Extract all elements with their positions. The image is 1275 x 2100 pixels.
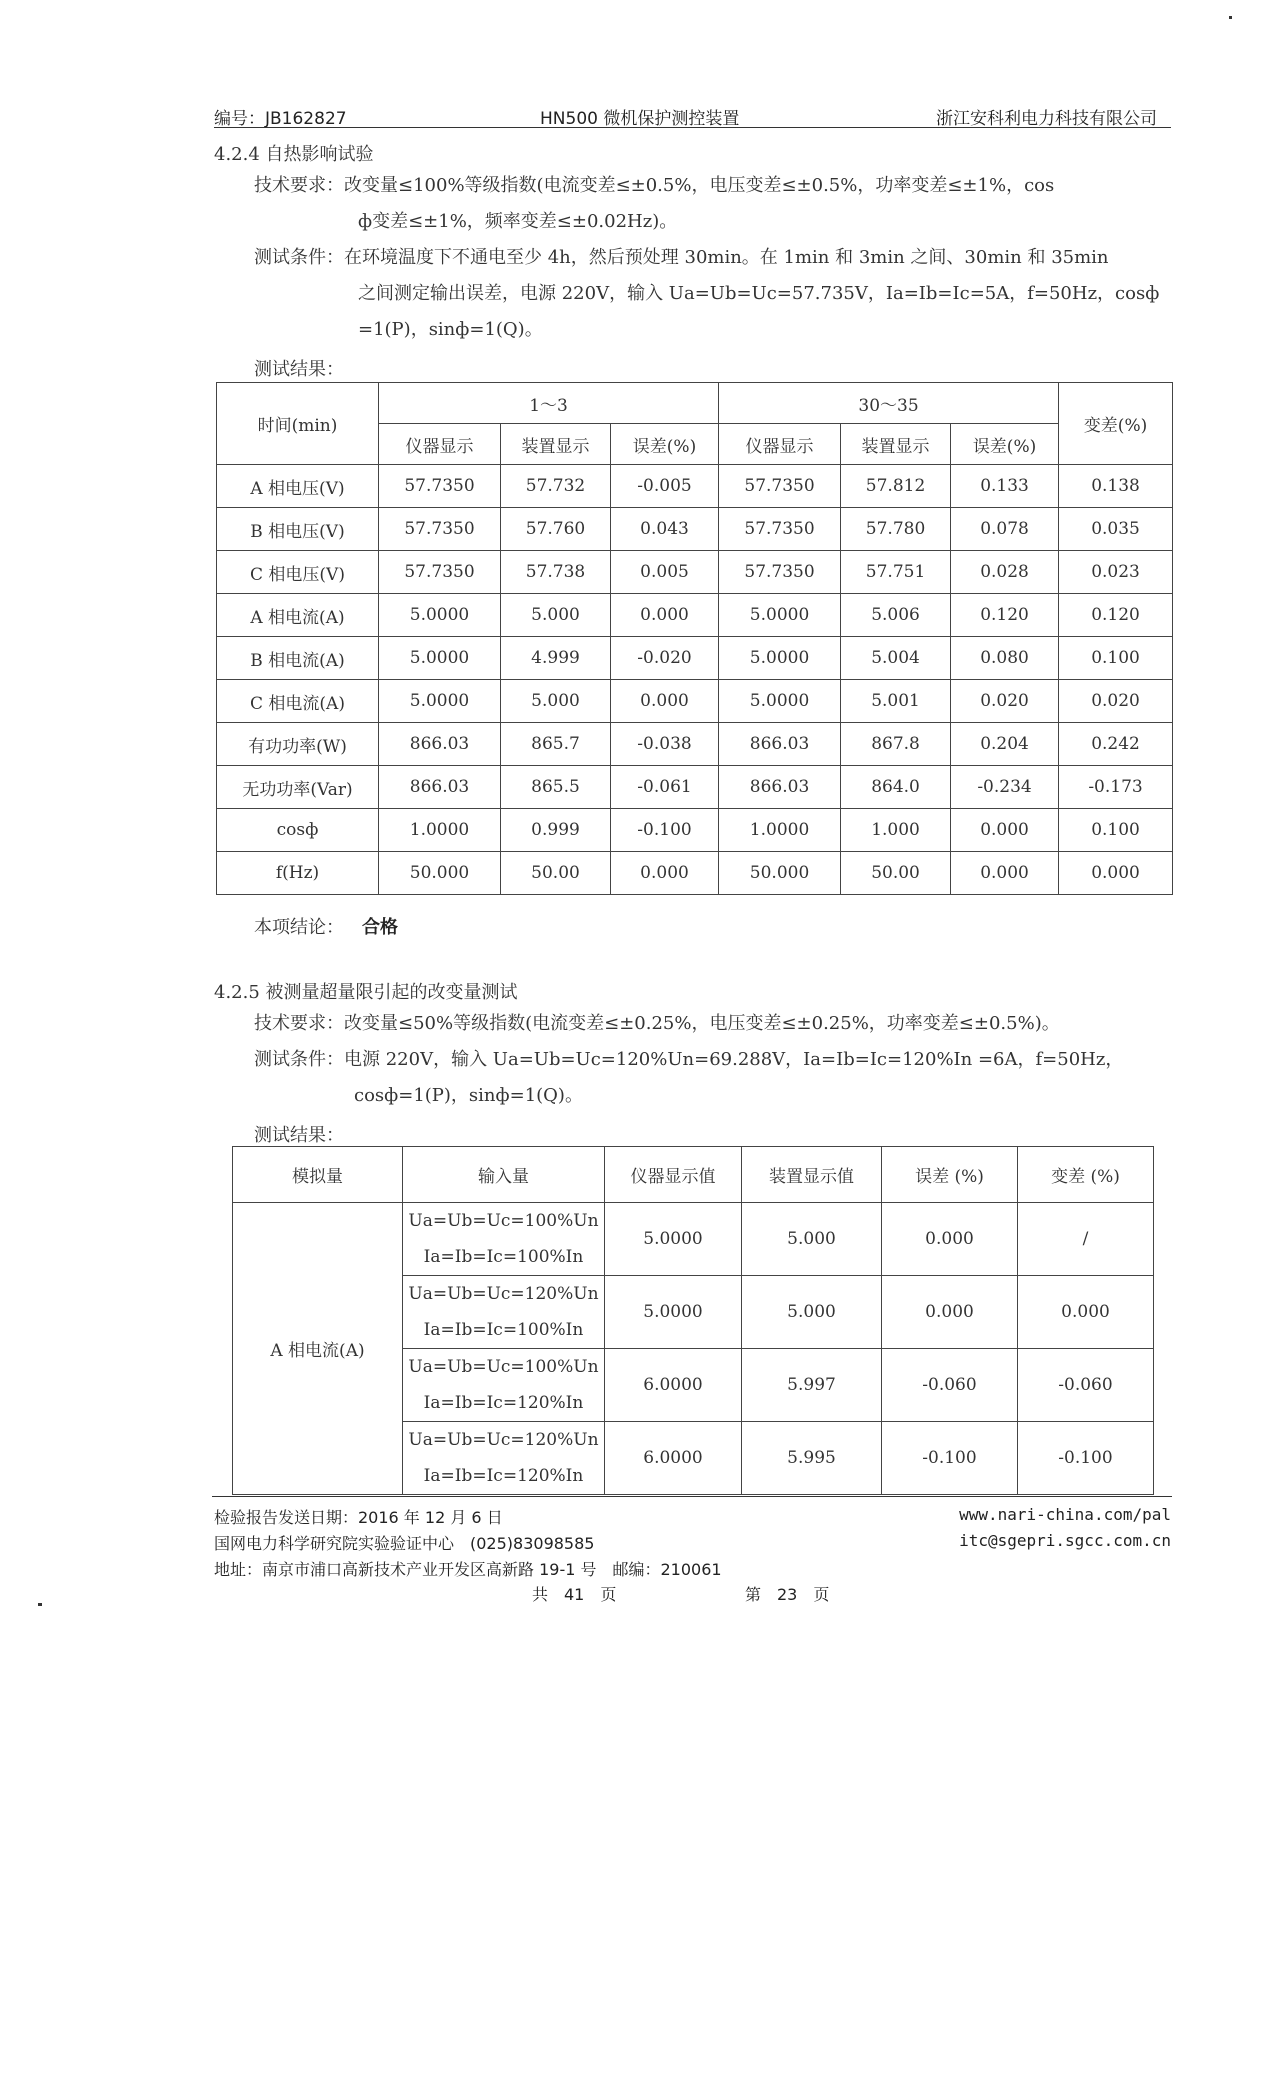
table-cell: 0.120 [951, 594, 1059, 637]
section-4-2-5-title: 4.2.5 被测量超量限引起的改变量测试 [214, 982, 518, 1003]
table-cell: 0.133 [951, 465, 1059, 508]
s424-result-label: 测试结果： [254, 359, 344, 380]
input-line: Ia=Ib=Ic=100%In [423, 1247, 584, 1267]
table-cell: 57.7350 [379, 508, 501, 551]
table-cell: 5.006 [841, 594, 951, 637]
table-cell: 0.080 [951, 637, 1059, 680]
table-cell: 0.000 [611, 852, 719, 895]
table-cell: 0.035 [1059, 508, 1173, 551]
table-row [217, 551, 1173, 594]
sub-header: 误差(%) [611, 424, 719, 465]
table-cell: 0.000 [611, 680, 719, 723]
s425-result-label: 测试结果： [254, 1125, 344, 1146]
group-1-3-header: 1～3 [379, 383, 719, 424]
report-number: 编号：JB162827 [214, 109, 347, 129]
sub-header: 装置显示 [841, 424, 951, 465]
row-label: A 相电流(A) [217, 594, 379, 637]
table-row [217, 680, 1173, 723]
table-cell: 867.8 [841, 723, 951, 766]
variation-header: 变差(%) [1059, 383, 1173, 465]
table-cell: 57.7350 [379, 551, 501, 594]
table-row [217, 508, 1173, 551]
table-cell: -0.061 [611, 766, 719, 809]
table-row [233, 1203, 1154, 1276]
table-row [217, 637, 1173, 680]
table-cell: 0.028 [951, 551, 1059, 594]
column-header: 输入量 [403, 1147, 605, 1203]
input-line: Ua=Ub=Uc=120%Un [408, 1284, 599, 1304]
s425-condition-line-1: 测试条件：电源 220V，输入 Ua=Ub=Uc=120%Un=69.288V，Ia=Ib=Ic=120%In =6A，f=50Hz， [254, 1049, 1124, 1070]
row-label: B 相电压(V) [217, 508, 379, 551]
table-cell: 57.780 [841, 508, 951, 551]
group-30-35-header: 30～35 [719, 383, 1059, 424]
s424-requirement-line-1: 技术要求：改变量≤100%等级指数(电流变差≤±0.5%，电压变差≤±0.5%，功率变差≤±1%，cos [254, 175, 1055, 196]
scan-speck [1229, 16, 1232, 19]
table-cell: 57.751 [841, 551, 951, 594]
table-cell: 0.204 [951, 723, 1059, 766]
table-cell: -0.100 [611, 809, 719, 852]
table-cell: 57.7350 [379, 465, 501, 508]
row-label: B 相电流(A) [217, 637, 379, 680]
input-line: Ua=Ub=Uc=100%Un [408, 1211, 599, 1231]
input-quantity-cell [403, 1422, 605, 1495]
row-label: C 相电压(V) [217, 551, 379, 594]
table-cell: 5.000 [742, 1203, 882, 1276]
input-line: Ua=Ub=Uc=120%Un [408, 1430, 599, 1450]
table-cell: 5.004 [841, 637, 951, 680]
input-quantity-cell [403, 1349, 605, 1422]
table-row [217, 723, 1173, 766]
address: 地址：南京市浦口高新技术产业开发区高新路 19-1 号 邮编：210061 [214, 1560, 722, 1579]
header-rule [214, 127, 1171, 128]
table-cell: 5.0000 [379, 680, 501, 723]
table-cell: 0.120 [1059, 594, 1173, 637]
input-line: Ua=Ub=Uc=100%Un [408, 1357, 599, 1377]
table-cell: 5.0000 [379, 637, 501, 680]
email: itc@sgepri.sgcc.com.cn [959, 1531, 1171, 1550]
table-cell: 6.0000 [605, 1422, 742, 1495]
row-label: cosф [217, 809, 379, 852]
table-cell: 0.020 [951, 680, 1059, 723]
table-row [217, 809, 1173, 852]
table-cell: -0.060 [882, 1349, 1018, 1422]
table-row [217, 852, 1173, 895]
table-cell: 0.023 [1059, 551, 1173, 594]
table-cell: 50.000 [379, 852, 501, 895]
row-label: A 相电压(V) [217, 465, 379, 508]
sub-header: 仪器显示 [719, 424, 841, 465]
table-cell: 57.812 [841, 465, 951, 508]
table-cell: 5.0000 [605, 1276, 742, 1349]
table-cell: 866.03 [719, 766, 841, 809]
input-line: Ia=Ib=Ic=120%In [423, 1466, 584, 1486]
s425-condition-line-2: cosф=1(P)，sinф=1(Q)。 [354, 1085, 583, 1106]
table-cell: -0.020 [611, 637, 719, 680]
table-cell: 5.000 [501, 594, 611, 637]
table-row [217, 594, 1173, 637]
s424-conclusion-value: 合格 [362, 917, 398, 938]
row-label: f(Hz) [217, 852, 379, 895]
send-date: 检验报告发送日期：2016 年 12 月 6 日 [214, 1508, 503, 1527]
footer-rule [212, 1496, 1172, 1497]
table-cell: 5.0000 [719, 680, 841, 723]
analog-quantity-cell: A 相电流(A) [233, 1203, 403, 1495]
table-cell: 0.138 [1059, 465, 1173, 508]
table-cell: 0.000 [951, 852, 1059, 895]
table-cell: -0.173 [1059, 766, 1173, 809]
column-header: 模拟量 [233, 1147, 403, 1203]
table-cell: 1.0000 [719, 809, 841, 852]
table-cell: 5.001 [841, 680, 951, 723]
table-cell: 866.03 [379, 723, 501, 766]
table-cell: 5.0000 [719, 637, 841, 680]
table-cell: 5.0000 [605, 1203, 742, 1276]
company-name: 浙江安科利电力科技有限公司 [936, 109, 1157, 129]
s424-conclusion-label: 本项结论： [254, 917, 344, 938]
table-cell: -0.060 [1018, 1349, 1154, 1422]
column-header: 装置显示值 [742, 1147, 882, 1203]
input-line: Ia=Ib=Ic=100%In [423, 1320, 584, 1340]
input-quantity-cell [403, 1276, 605, 1349]
table-cell: 0.999 [501, 809, 611, 852]
table-cell: 5.0000 [719, 594, 841, 637]
table-cell: 5.995 [742, 1422, 882, 1495]
table-cell: 0.100 [1059, 637, 1173, 680]
table-cell: 1.000 [841, 809, 951, 852]
row-label: C 相电流(A) [217, 680, 379, 723]
table-cell: 0.043 [611, 508, 719, 551]
s424-condition-line-3: =1(P)，sinф=1(Q)。 [358, 319, 543, 340]
over-range-table [232, 1146, 1154, 1495]
table-cell: 57.7350 [719, 508, 841, 551]
table-cell: 864.0 [841, 766, 951, 809]
column-header: 仪器显示值 [605, 1147, 742, 1203]
scan-speck [38, 1603, 42, 1606]
table-cell: 5.000 [501, 680, 611, 723]
page-total: 共 41 页 [532, 1585, 617, 1604]
table-cell: 0.000 [882, 1276, 1018, 1349]
table-cell: 5.997 [742, 1349, 882, 1422]
s424-condition-line-2: 之间测定输出误差，电源 220V，输入 Ua=Ub=Uc=57.735V，Ia=Ib=Ic=5A，f=50Hz，cosф [358, 283, 1160, 304]
table-cell: 57.738 [501, 551, 611, 594]
table-cell: 57.7350 [719, 551, 841, 594]
table-cell: 1.0000 [379, 809, 501, 852]
table-cell: 5.000 [742, 1276, 882, 1349]
table-cell: 50.00 [501, 852, 611, 895]
table-cell: / [1018, 1203, 1154, 1276]
table-cell: 0.078 [951, 508, 1059, 551]
table-cell: 0.000 [611, 594, 719, 637]
input-line: Ia=Ib=Ic=120%In [423, 1393, 584, 1413]
table-cell: 0.000 [882, 1203, 1018, 1276]
institute-contact: 国网电力科学研究院实验验证中心 (025)83098585 [214, 1534, 595, 1553]
section-4-2-4-title: 4.2.4 自热影响试验 [214, 144, 374, 165]
table-cell: 50.00 [841, 852, 951, 895]
s425-requirement: 技术要求：改变量≤50%等级指数(电流变差≤±0.25%，电压变差≤±0.25%，功率变差≤±0.5%)。 [254, 1013, 1060, 1034]
table-cell: 57.7350 [719, 465, 841, 508]
time-header: 时间(min) [217, 383, 379, 465]
table-cell: 0.000 [951, 809, 1059, 852]
column-header: 误差 (%) [882, 1147, 1018, 1203]
table-cell: 865.5 [501, 766, 611, 809]
row-label: 有功功率(W) [217, 723, 379, 766]
s424-condition-line-1: 测试条件：在环境温度下不通电至少 4h，然后预处理 30min。在 1min 和 3min 之间、30min 和 35min [254, 247, 1109, 268]
table-cell: -0.100 [1018, 1422, 1154, 1495]
table-cell: -0.100 [882, 1422, 1018, 1495]
table-cell: 50.000 [719, 852, 841, 895]
page-current: 第 23 页 [745, 1585, 830, 1604]
table-cell: 866.03 [719, 723, 841, 766]
table-cell: 5.0000 [379, 594, 501, 637]
website: www.nari-china.com/pal [959, 1505, 1171, 1524]
table-cell: -0.234 [951, 766, 1059, 809]
table-cell: 866.03 [379, 766, 501, 809]
table-cell: 0.000 [1059, 852, 1173, 895]
table-cell: 4.999 [501, 637, 611, 680]
table-cell: 57.732 [501, 465, 611, 508]
table-cell: -0.005 [611, 465, 719, 508]
table-cell: 6.0000 [605, 1349, 742, 1422]
s424-requirement-line-2: ф变差≤±1%，频率变差≤±0.02Hz)。 [358, 211, 678, 232]
table-row [217, 766, 1173, 809]
device-name: HN500 微机保护测控装置 [540, 109, 740, 129]
table-row [217, 465, 1173, 508]
sub-header: 误差(%) [951, 424, 1059, 465]
input-quantity-cell [403, 1203, 605, 1276]
table-cell: -0.038 [611, 723, 719, 766]
table-cell: 865.7 [501, 723, 611, 766]
table-cell: 57.760 [501, 508, 611, 551]
row-label: 无功功率(Var) [217, 766, 379, 809]
self-heating-table [216, 382, 1173, 895]
table-cell: 0.020 [1059, 680, 1173, 723]
table-cell: 0.000 [1018, 1276, 1154, 1349]
table-cell: 0.242 [1059, 723, 1173, 766]
table-cell: 0.100 [1059, 809, 1173, 852]
table-cell: 0.005 [611, 551, 719, 594]
sub-header: 装置显示 [501, 424, 611, 465]
sub-header: 仪器显示 [379, 424, 501, 465]
column-header: 变差 (%) [1018, 1147, 1154, 1203]
